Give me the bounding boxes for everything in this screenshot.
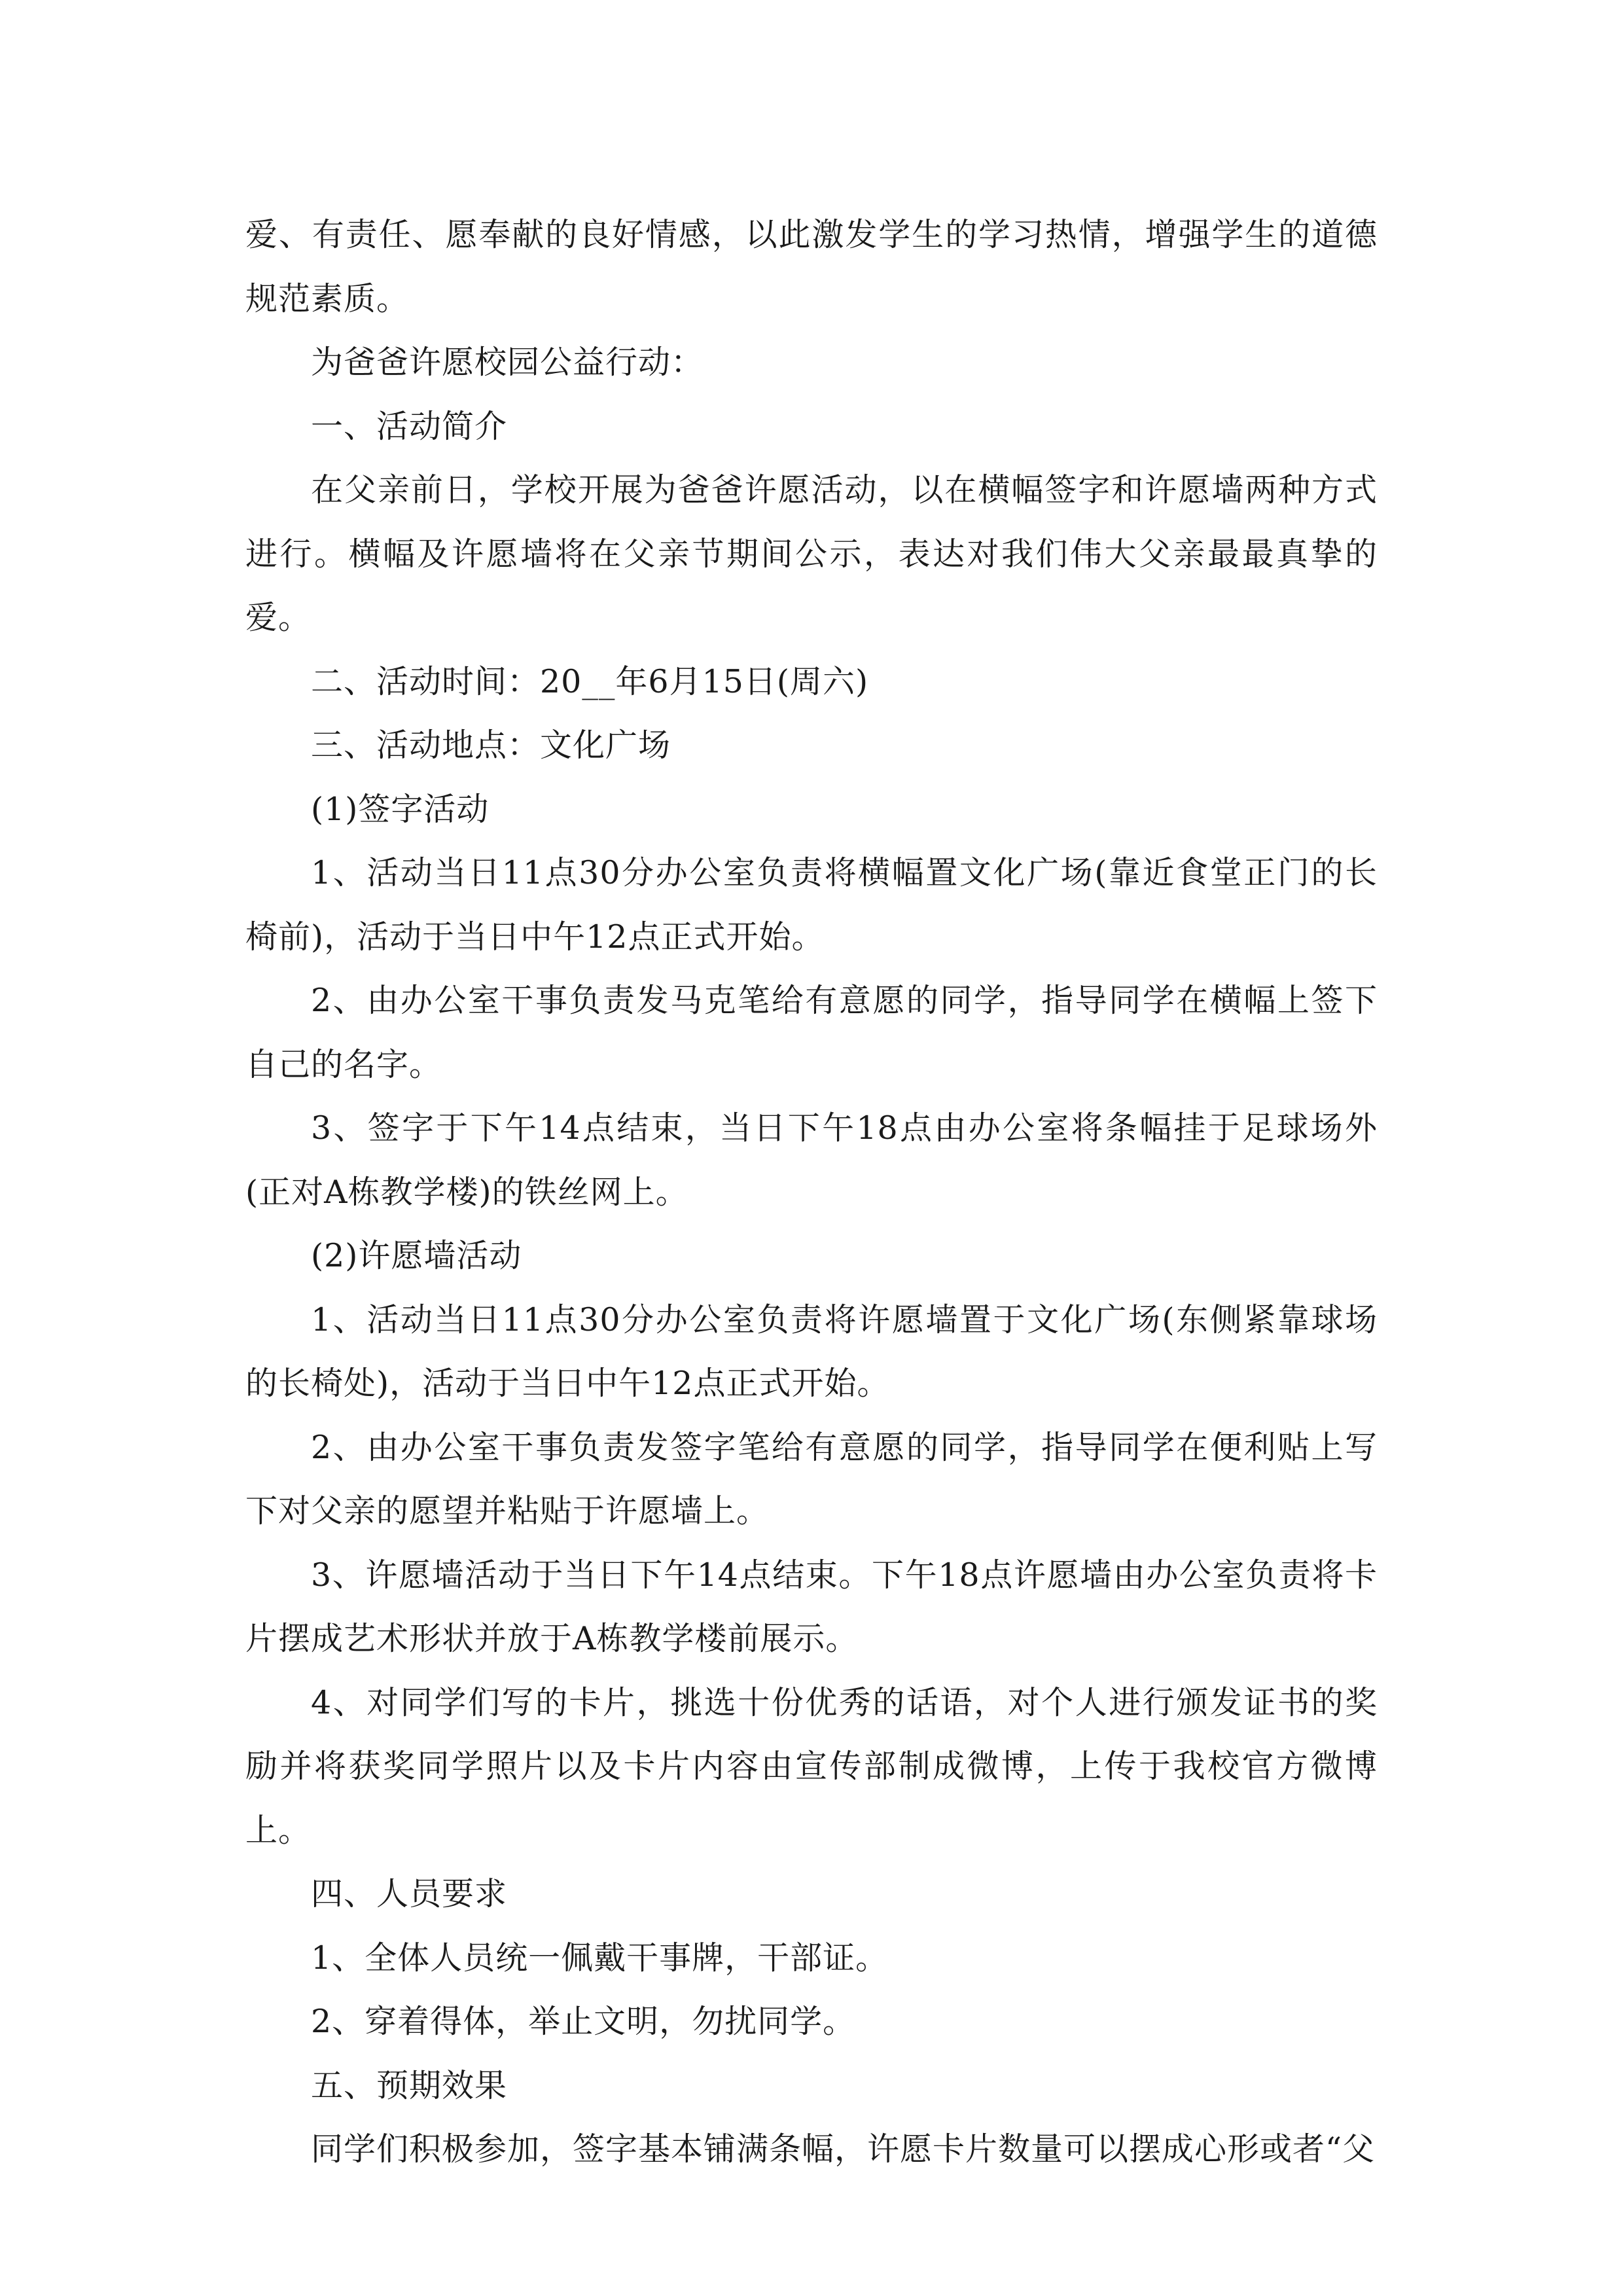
heading-section-5-effect: 五、预期效果 xyxy=(311,2066,508,2104)
heading-section-1: 一、活动简介 xyxy=(311,407,508,445)
paragraph-intro-continuation: 爱、有责任、愿奉献的良好情感，以此激发学生的学习热情，增强学生的道德规范素质。 xyxy=(245,216,1378,317)
list-item-signing-1: 1、活动当日11点30分办公室负责将横幅置文化广场(靠近食堂正门的长椅前)，活动于当日中午12点正式开始。 xyxy=(245,854,1378,956)
heading-section-4-staff: 四、人员要求 xyxy=(311,1875,508,1912)
list-item-signing-3: 3、签字于下午14点结束，当日下午18点由办公室将条幅挂于足球场外(正对A栋教学楼)的铁丝网上。 xyxy=(245,1109,1378,1211)
list-item-staff-2: 2、穿着得体，举止文明，勿扰同学。 xyxy=(311,2003,856,2040)
list-item-wish-wall-2: 2、由办公室干事负责发签字笔给有意愿的同学，指导同学在便利贴上写下对父亲的愿望并粘贴于许愿墙上。 xyxy=(245,1428,1378,1530)
list-item-staff-1: 1、全体人员统一佩戴干事牌，干部证。 xyxy=(311,1939,889,1977)
list-item-wish-wall-1: 1、活动当日11点30分办公室负责将许愿墙置于文化广场(东侧紧靠球场的长椅处)，活动于当日中午12点正式开始。 xyxy=(245,1300,1378,1402)
paragraph-activity-intro: 在父亲前日，学校开展为爸爸许愿活动，以在横幅签字和许愿墙两种方式进行。横幅及许愿墙将在父亲节期间公示，表达对我们伟大父亲最最真挚的爱。 xyxy=(245,471,1378,636)
paragraph-expected-effect: 同学们积极参加，签字基本铺满条幅，许愿卡片数量可以摆成心形或者“父 xyxy=(311,2130,1376,2168)
heading-section-3-location: 三、活动地点：文化广场 xyxy=(311,726,671,764)
list-item-wish-wall-4: 4、对同学们写的卡片，挑选十份优秀的话语，对个人进行颁发证书的奖励并将获奖同学照片以及卡片内容由宣传部制成微博，上传于我校官方微博上。 xyxy=(245,1683,1378,1849)
heading-section-2-time: 二、活动时间：20__年6月15日(周六) xyxy=(311,662,869,700)
list-item-signing-2: 2、由办公室干事负责发马克笔给有意愿的同学，指导同学在横幅上签下自己的名字。 xyxy=(245,982,1378,1083)
list-item-wish-wall-3: 3、许愿墙活动于当日下午14点结束。下午18点许愿墙由办公室负责将卡片摆成艺术形状并放于A栋教学楼前展示。 xyxy=(245,1556,1378,1657)
subheading-signing-activity: (1)签字活动 xyxy=(311,790,490,828)
paragraph-activity-title: 为爸爸许愿校园公益行动： xyxy=(311,344,704,381)
subheading-wish-wall: (2)许愿墙活动 xyxy=(311,1237,522,1274)
document-body xyxy=(245,203,1378,2181)
